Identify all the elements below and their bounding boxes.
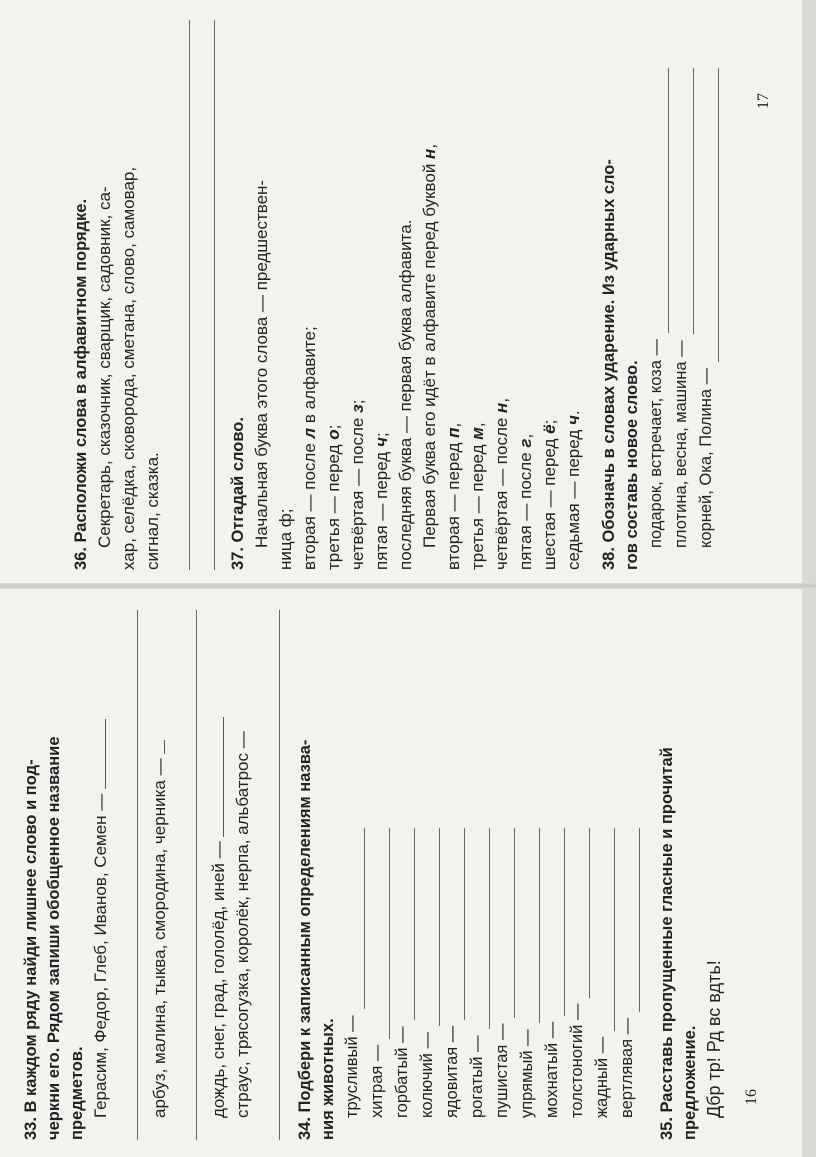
- clue-letter: н: [492, 402, 511, 413]
- ex37-clue: [562, 20, 586, 570]
- ex34-word-list: [340, 828, 640, 1140]
- list-item: [615, 828, 640, 1118]
- word-label: жадный —: [593, 1036, 611, 1118]
- answer-line[interactable]: [396, 828, 415, 1020]
- clue-letter: г: [516, 438, 535, 448]
- clue-text: ;: [540, 419, 559, 425]
- answer-line[interactable]: [371, 828, 390, 1039]
- list-item: [565, 828, 590, 1118]
- clue-letter: ч: [564, 415, 583, 425]
- list-item: [490, 828, 515, 1118]
- word-label: мохнатый —: [543, 1021, 561, 1118]
- list-item: [590, 828, 615, 1118]
- exercise-38: [598, 20, 719, 570]
- page-number-17: 17: [755, 93, 772, 109]
- clue-text: пятая — после: [516, 447, 535, 570]
- ex37-clue: [466, 20, 490, 570]
- list-item: [415, 828, 440, 1118]
- ex37-clue: [394, 20, 418, 570]
- answer-line[interactable]: [148, 740, 165, 754]
- page-number-16: 16: [743, 1089, 760, 1105]
- word-label: хитрая —: [368, 1044, 386, 1118]
- ex33-title-line-2: черкни его. Рядом запиши обобщенное название: [45, 736, 63, 1140]
- ex33-row: [231, 590, 255, 1140]
- word-label: пушистая —: [493, 1023, 511, 1118]
- clue-text: ,: [444, 422, 463, 428]
- answer-line[interactable]: [346, 828, 365, 1009]
- clue-letter: н: [420, 148, 439, 159]
- clue-text: третья — перед: [468, 439, 487, 570]
- clue-text: четвёртая — после: [348, 412, 367, 570]
- clue-text: последняя буква — первая буква алфавита.: [396, 219, 415, 570]
- ex37-intro2: [418, 20, 442, 570]
- ex38-title-line-1: 38. Обозначь в словах ударение. Из ударных сло-: [600, 159, 618, 570]
- ex33-row-text: дождь, снег, град, гололёд, иней —: [209, 841, 228, 1118]
- exercise-36: [70, 20, 215, 570]
- answer-line[interactable]: [571, 828, 590, 998]
- ex37-clue: [538, 20, 562, 570]
- list-item: [390, 828, 415, 1118]
- exercise-37: [227, 20, 586, 570]
- list-item: [340, 828, 365, 1118]
- answer-line[interactable]: [421, 828, 440, 1026]
- word-label: упрямый —: [518, 1029, 536, 1118]
- ex37-clue: [442, 20, 466, 570]
- exercise-35: [656, 590, 726, 1140]
- ex37-title: 37. Отгадай слово.: [229, 417, 247, 570]
- answer-line[interactable]: [446, 828, 465, 1020]
- ex37-clue: [514, 20, 538, 570]
- answer-line[interactable]: [496, 828, 515, 1018]
- page-edge: [802, 0, 816, 1157]
- word-label: подарок, встречает, коза —: [647, 338, 665, 548]
- clue-letter: о: [324, 429, 343, 440]
- clue-text: ;: [372, 432, 391, 438]
- clue-letter: м: [468, 427, 487, 440]
- answer-line[interactable]: [89, 719, 106, 789]
- word-label: плотина, весна, машина —: [672, 340, 690, 548]
- list-item: [465, 828, 490, 1118]
- answer-line[interactable]: [546, 828, 565, 1016]
- ex36-text-line-3: сигнал, сказка.: [143, 452, 162, 570]
- clue-text: шестая — перед: [540, 433, 559, 570]
- ex38-rows: [644, 68, 719, 570]
- list-item: [694, 68, 719, 548]
- answer-line[interactable]: [621, 828, 640, 1012]
- clue-text: вторая — после: [300, 438, 319, 570]
- ex37-intro-line-1: Начальная буква этого слова — предшествен-: [252, 179, 271, 548]
- ex37-clue: [370, 20, 394, 570]
- clue-letter: з: [348, 404, 367, 413]
- clue-text: ,: [468, 422, 487, 428]
- answer-line[interactable]: [172, 610, 197, 1140]
- ex33-row-text: арбуз, малина, тыква, смородина, черника —: [150, 758, 169, 1118]
- list-item: [540, 828, 565, 1118]
- clue-text: ,: [492, 397, 511, 403]
- clue-letter: ё: [540, 424, 559, 434]
- ex33-title-line-1: 33. В каждом ряду найди лишнее слово и под-: [22, 759, 40, 1140]
- clue-text: в алфавите;: [300, 326, 319, 428]
- word-label: ядовитая —: [443, 1025, 461, 1118]
- ex36-text-line-2: хар, селёдка, сковорода, сметана, слово, самовар,: [119, 166, 138, 570]
- right-page: [70, 20, 790, 570]
- answer-line[interactable]: [521, 828, 540, 1023]
- answer-line[interactable]: [700, 68, 719, 362]
- ex33-row: [148, 590, 172, 1140]
- clue-text: Первая буква его идёт в алфавите перед буквой: [420, 158, 439, 548]
- clue-text: ;: [348, 399, 367, 405]
- ex37-clue: [322, 20, 346, 570]
- ex33-row-text: страус, трясогузка, королёк, нерпа, альбатрос —: [233, 731, 252, 1118]
- ex37-clue: [490, 20, 514, 570]
- answer-line[interactable]: [471, 828, 490, 1029]
- clue-text: четвёртая — после: [492, 412, 511, 570]
- ex34-title-line-2: ния животных.: [319, 1018, 337, 1140]
- clue-text: .: [564, 410, 583, 416]
- word-label: колючий —: [418, 1032, 436, 1118]
- ex33-row-text: Герасим, Федор, Глеб, Иванов, Семен —: [91, 793, 110, 1118]
- list-item: [515, 828, 540, 1118]
- answer-line[interactable]: [207, 717, 224, 837]
- ex35-title-line-2: предложение.: [681, 1025, 699, 1140]
- word-label: рогатый —: [468, 1035, 486, 1118]
- word-label: вертлявая —: [618, 1017, 636, 1118]
- clue-letter: л: [300, 427, 319, 439]
- left-page: [20, 590, 790, 1140]
- answer-line[interactable]: [165, 20, 190, 570]
- exercise-33: [20, 590, 280, 1140]
- list-item: [669, 68, 694, 548]
- answer-line[interactable]: [113, 610, 138, 1140]
- book-spine: [0, 583, 816, 589]
- clue-text: третья — перед: [324, 439, 343, 570]
- clue-text: ,: [516, 433, 535, 439]
- answer-line[interactable]: [190, 20, 215, 570]
- clue-text: вторая — перед: [444, 437, 463, 570]
- list-item: [365, 828, 390, 1118]
- ex34-title-line-1: 34. Подбери к записанным определениям назва-: [296, 739, 314, 1140]
- clue-text: пятая — перед: [372, 447, 391, 570]
- clue-text: седьмая — перед: [564, 425, 583, 570]
- word-label: трусливый —: [343, 1015, 361, 1118]
- ex36-title: 36. Расположи слова в алфавитном порядке.: [72, 198, 90, 570]
- ex38-title-line-2: гов составь новое слово.: [623, 360, 641, 570]
- word-label: горбатый —: [393, 1026, 411, 1118]
- clue-text: ;: [324, 424, 343, 430]
- clue-text: ,: [420, 143, 439, 149]
- clue-letter: п: [444, 427, 463, 438]
- word-label: корней, Ока, Полина —: [697, 367, 715, 548]
- ex33-row: [89, 590, 113, 1140]
- exercise-34: [294, 590, 640, 1140]
- ex35-title-line-1: 35. Расставь пропущенные гласные и прочитай: [658, 747, 676, 1140]
- answer-line[interactable]: [675, 68, 694, 334]
- ex35-sentence: Дбр тр! Рд вс вдть!: [704, 960, 724, 1118]
- word-label: толстоногий —: [568, 1003, 586, 1118]
- list-item: [440, 828, 465, 1118]
- answer-line[interactable]: [650, 68, 669, 333]
- clue-letter: ч: [372, 437, 391, 448]
- ex37-intro-line-2: ница ф;: [276, 508, 295, 570]
- ex37-clue: [346, 20, 370, 570]
- ex36-text-line-1: Секретарь, сказочник, сварщик, садовник, са-: [95, 186, 114, 548]
- list-item: [644, 68, 669, 548]
- ex33-row: [207, 590, 231, 1140]
- answer-line[interactable]: [596, 828, 615, 1031]
- ex37-clue: [298, 20, 322, 570]
- answer-line[interactable]: [255, 610, 280, 1140]
- ex33-title-line-3: предметов.: [68, 1046, 86, 1140]
